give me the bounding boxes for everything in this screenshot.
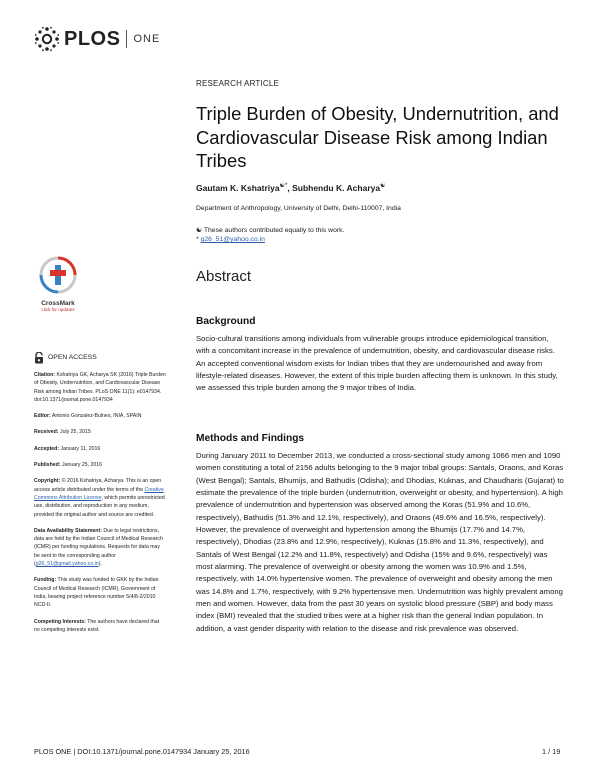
accepted-date: January 11, 2016 bbox=[60, 445, 101, 452]
license-link[interactable]: Creative Commons Attribution License bbox=[34, 486, 164, 501]
background-paragraph: Socio-cultural transitions among individuals from vulnerable groups introduce epidemiological transition, with a concomitant increase in the prevalence of undernutrition, obesity, and cardiovascular disease risks. An accepted conventional wisdom exists for Indian tribes that they are undernourished and away from lifestyle-related diseases. However, the extent of this triple burden affecting them is unknown. In this study, we assessed this triple burden among the 9 major tribes of India. bbox=[196, 334, 558, 393]
crossmark-sub: click for updates bbox=[41, 307, 75, 312]
competing-interests bbox=[34, 618, 166, 635]
published-date: January 25, 2016 bbox=[61, 462, 103, 469]
copyright-label: Copyright: bbox=[34, 478, 61, 485]
data-availability bbox=[34, 527, 166, 568]
page-number: 1 / 19 bbox=[542, 747, 561, 756]
citation bbox=[34, 371, 166, 404]
accepted bbox=[34, 445, 166, 453]
article-sidebar bbox=[34, 352, 166, 642]
contribution-note: ☯ These authors contributed equally to this work. bbox=[196, 227, 345, 234]
methods-heading: Methods and Findings bbox=[196, 433, 305, 444]
author-name[interactable]: Subhendu K. Acharya bbox=[292, 182, 381, 193]
data-availability-label: Data Availability Statement: bbox=[34, 527, 102, 534]
article-title: Triple Burden of Obesity, Undernutrition, and Cardiovascular Disease Risk among Indian Tribes bbox=[196, 103, 559, 171]
funding-label: Funding: bbox=[34, 577, 57, 584]
author-list: Gautam K. Kshatriya☯*, Subhendu K. Acharya☯ bbox=[196, 182, 386, 193]
author-name[interactable]: Gautam K. Kshatriya bbox=[196, 182, 280, 193]
affiliation: Department of Anthropology, University of Delhi, Delhi-110007, India bbox=[196, 205, 401, 212]
data-availability-text: Due to legal restrictions, data are held by the Indian Council of Medical Research (ICMR) per funding regulations. Requests for data may be sent to the corresponding author ( bbox=[34, 527, 163, 568]
competing-interests-label: Competing Interests: bbox=[34, 618, 86, 625]
email-marker: * bbox=[196, 236, 199, 243]
open-access-label: OPEN ACCESS bbox=[48, 353, 97, 361]
published bbox=[34, 461, 166, 469]
logo-divider bbox=[126, 30, 127, 48]
plos-sunburst-icon bbox=[34, 26, 60, 52]
crossmark-label: CrossMark bbox=[41, 300, 75, 307]
editor bbox=[34, 412, 166, 420]
author-marks: ☯ bbox=[380, 183, 386, 189]
citation-label: Citation: bbox=[34, 372, 56, 378]
logo-suffix: ONE bbox=[133, 33, 161, 45]
email-link[interactable]: g26_51@yahoo.co.in bbox=[200, 236, 265, 243]
received bbox=[34, 428, 166, 436]
author-marks: ☯* bbox=[279, 183, 288, 189]
copyright-text: © 2016 Kshatriya, Acharya. This is an open access article distributed under the terms of the bbox=[34, 478, 162, 493]
received-label: Received: bbox=[34, 429, 59, 436]
published-label: Published: bbox=[34, 462, 61, 469]
abstract-heading: Abstract bbox=[196, 268, 252, 285]
open-lock-icon bbox=[34, 352, 44, 364]
received-date: July 25, 2015 bbox=[59, 429, 91, 436]
copyright-text-end: , which permits unrestricted use, distribution, and reproduction in any medium, provided the original author and source are credited. bbox=[34, 494, 165, 518]
data-availability-end: ). bbox=[98, 561, 102, 568]
crossmark-badge[interactable] bbox=[30, 256, 86, 312]
accepted-label: Accepted: bbox=[34, 445, 60, 452]
copyright bbox=[34, 477, 166, 518]
editor-label: Editor: bbox=[34, 413, 51, 420]
plos-one-logo[interactable] bbox=[34, 24, 160, 54]
crossmark-icon bbox=[39, 256, 77, 294]
article-type: RESEARCH ARTICLE bbox=[196, 79, 280, 88]
competing-interests-text: The authors have declared that no competing interests exist. bbox=[34, 618, 160, 633]
editor-text: Antonio Gonzalez-Bulnes, INIA, SPAIN bbox=[51, 413, 142, 420]
funding-text: This study was funded to GKK by the Indian Council of Medical Research (ICMR), Government of India, bearing project reference number 5/4/8-2/2010 NCD-II. bbox=[34, 577, 159, 609]
open-access-badge bbox=[34, 352, 166, 364]
background-heading: Background bbox=[196, 316, 256, 327]
data-email-link[interactable]: g26_51@gmail.yahoo.co.in bbox=[35, 561, 99, 568]
methods-paragraph: During January 2011 to December 2013, we conducted a cross-sectional study among 1066 men and 1090 women constituting a total of 2156 adults belonging to the 9 major tribal groups: Santals, Oraons, and Koras (West Bengal); Santals, Bhumijs, and Bathudis (Odisha); and Dhodias, Kuknas, and Chaudharis (Gujarat) to estimate the prevalence of the triple burden (undernutrition, overweight or obesity, and hypertension). A high prevalence of undernutrition and hypertension was observed among the Koras (51.9% and 10.6%, respectively), Bathudis (51.3% and 12.1%, respectively), and Oraons (49.6% and 16.5%, respectively). However, the prevalence of overweight and hypertension among the Bhumijs (17.7% and 14.7%, respectively), Dhodias (23.8% and 12.9%, respectively), Kuknas (15.8% and 11.3%, respectively), and Santals of West Bengal (12.2% and 11.8%, respectively) and Odisha (15% and 9.6%, respectively) was most alarming. The prevalence of overweight or obesity among the women was 10.9% and 1.5%, respectively, with 14.0% hypertensive women. The prevalence of overweight and obesity among the men was 14.8% and 1.7%, respectively, with 9.2% hypertensive men. Undernutrition was highly prevalent among men and women. However, data from the past 30 years on systolic blood pressure (SBP) and body mass index (BMI) revealed that the studied tribes were at a higher risk than the general Indian population. In addition, a vast gender disparity with relation to the disease and risk prevalence was observed. bbox=[196, 451, 564, 633]
corresponding-email bbox=[196, 236, 265, 243]
footer-citation: PLOS ONE | DOI:10.1371/journal.pone.0147934 January 25, 2016 bbox=[34, 747, 250, 756]
citation-text: Kshatriya GK, Acharya SK (2016) Triple Burden of Obesity, Undernutrition, and Cardiovascular Disease Risk among Indian Tribes. PLoS ONE 11(1): e0147934. doi:10.1371/journal.pone.0147934 bbox=[34, 372, 166, 403]
funding bbox=[34, 576, 166, 609]
logo-word: PLOS bbox=[64, 27, 121, 50]
